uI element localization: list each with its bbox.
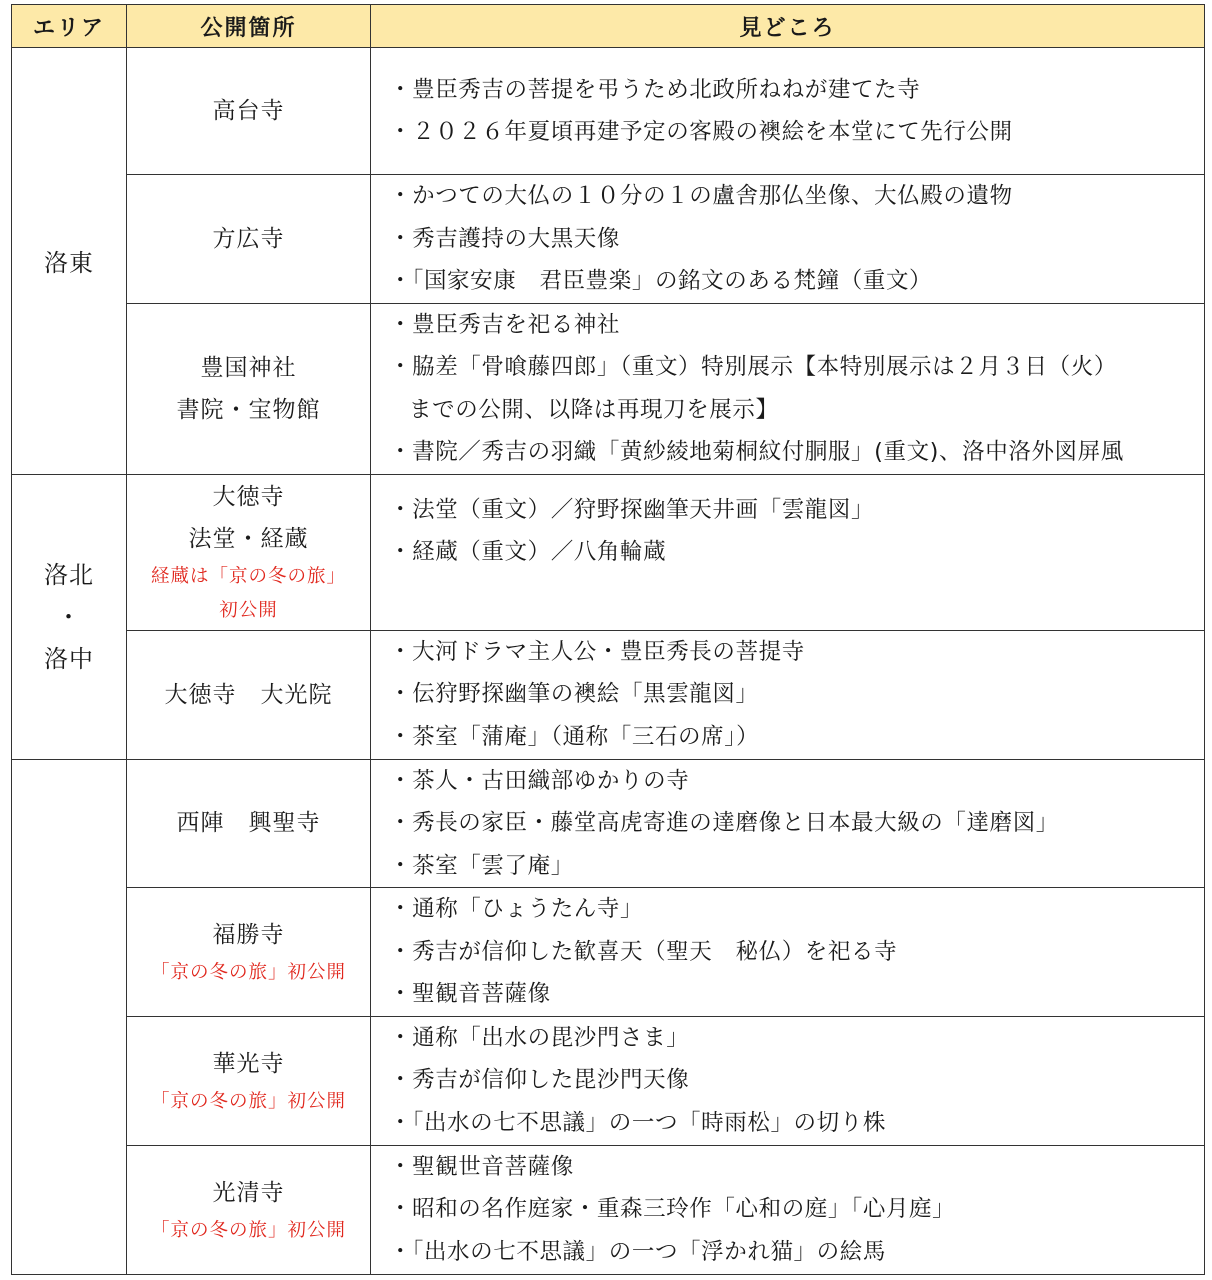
header-place: 公開箇所: [127, 5, 371, 48]
highlight-line: ・「出水の七不思議」の一つ「浮かれ猫」の絵馬: [389, 1238, 886, 1265]
highlight-line: ・２０２６年夏頃再建予定の客殿の襖絵を本堂にて先行公開: [389, 119, 1013, 145]
place-name: 華光寺: [212, 1050, 285, 1077]
place-name: 大徳寺: [212, 484, 285, 510]
table-row: [12, 630, 1205, 759]
table-row: [12, 474, 1205, 630]
first-opening-note: 初公開: [219, 600, 278, 621]
highlight-line: ・「国家安康 君臣豊楽」の銘文のある梵鐘（重文）: [389, 268, 933, 294]
place-name: 福勝寺: [212, 921, 285, 948]
place-name: 方広寺: [212, 225, 285, 252]
area-label: 洛北: [44, 560, 94, 589]
highlight-line: ・豊臣秀吉の菩提を弔うため北政所ねねが建てた寺: [389, 76, 921, 103]
place-cell: [127, 1145, 371, 1274]
place-name: 大徳寺 大光院: [164, 681, 333, 708]
area-cell-empty: [12, 759, 127, 1274]
highlights-cell: [371, 888, 1205, 1017]
highlight-line: ・秀長の家臣・藤堂高虎寄進の達磨像と日本最大級の「達磨図」: [389, 810, 1059, 836]
place-cell: [127, 48, 371, 175]
place-cell: [127, 474, 371, 630]
highlight-line: ・秀吉が信仰した毘沙門天像: [389, 1067, 690, 1094]
highlights-cell: [371, 630, 1205, 759]
highlight-line: ・豊臣秀吉を祀る神社: [389, 311, 621, 338]
place-cell: [127, 759, 371, 888]
highlight-line: ・秀吉護持の大黒天像: [389, 225, 621, 252]
place-name: 豊国神社: [200, 354, 297, 381]
highlight-line: ・かつての大仏の１０分の１の盧舎那仏坐像、大仏殿の遺物: [389, 183, 1013, 209]
place-name: 光清寺: [212, 1179, 285, 1206]
area-separator: ・: [56, 602, 82, 631]
highlights-cell: [371, 1016, 1205, 1145]
header-area: エリア: [12, 5, 127, 48]
table-row: [12, 303, 1205, 474]
place-name: 西陣 興聖寺: [176, 810, 321, 837]
highlight-line: ・茶室「雲了庵」: [389, 852, 574, 879]
highlight-line: ・伝狩野探幽筆の襖絵「黒雲龍図」: [389, 681, 759, 708]
highlights-cell: [371, 759, 1205, 888]
first-opening-note: 経蔵は「京の冬の旅」: [150, 566, 346, 587]
first-opening-note: 「京の冬の旅」初公開: [150, 961, 346, 983]
table-row: [12, 1145, 1205, 1274]
header-row: [12, 5, 1205, 48]
table-row: [12, 888, 1205, 1017]
highlight-line: ・大河ドラマ主人公・豊臣秀長の菩提寺: [389, 638, 805, 665]
place-cell: [127, 630, 371, 759]
highlight-line: ・脇差「骨喰藤四郎」（重文）特別展示【本特別展示は２月３日（火）: [389, 354, 1117, 380]
highlight-line: ・秀吉が信仰した歓喜天（聖天 秘仏）を祀る寺: [389, 938, 898, 965]
highlight-line: ・聖観世音菩薩像: [389, 1153, 574, 1180]
highlights-cell: [371, 48, 1205, 175]
temple-table: [11, 4, 1205, 1275]
highlights-cell: [371, 175, 1205, 304]
highlight-line: ・聖観音菩薩像: [389, 981, 551, 1007]
table-row: [12, 1016, 1205, 1145]
area-label: 洛中: [44, 644, 94, 673]
area-cell-rakuhoku: [12, 474, 127, 759]
place-cell: [127, 303, 371, 474]
place-subname: 書院・宝物館: [176, 396, 321, 423]
highlight-line: ・茶室「蒲庵」（通称「三石の席」）: [389, 723, 760, 750]
highlight-line: ・昭和の名作庭家・重森三玲作「心和の庭」「心月庭」: [389, 1196, 956, 1223]
first-opening-note: 「京の冬の旅」初公開: [150, 1219, 346, 1241]
place-subname: 法堂・経蔵: [188, 526, 309, 552]
highlight-line: までの公開、以降は再現刀を展示】: [409, 396, 779, 423]
highlight-line: ・茶人・古田織部ゆかりの寺: [389, 767, 690, 794]
place-cell: [127, 175, 371, 304]
highlight-line: ・「出水の七不思議」の一つ「時雨松」の切り株: [389, 1109, 886, 1136]
header-highlights: 見どころ: [371, 5, 1205, 48]
table-row: [12, 759, 1205, 888]
highlights-cell: [371, 1145, 1205, 1274]
highlight-line: ・経蔵（重文）／八角輪蔵: [389, 539, 667, 565]
place-cell: [127, 888, 371, 1017]
place-name: 高台寺: [212, 98, 285, 124]
highlight-line: ・通称「ひょうたん寺」: [389, 896, 644, 922]
blank-line: [389, 574, 1204, 616]
table-row: [12, 48, 1205, 175]
highlights-cell: [371, 474, 1205, 630]
place-cell: [127, 1016, 371, 1145]
highlight-line: ・書院／秀吉の羽織「黄紗綾地菊桐紋付胴服」(重文)、洛中洛外図屏風: [389, 439, 1124, 465]
first-opening-note: 「京の冬の旅」初公開: [150, 1090, 346, 1112]
table-row: [12, 175, 1205, 304]
highlights-cell: [371, 303, 1205, 474]
area-cell-rakuto: [12, 48, 127, 475]
highlight-line: ・法堂（重文）／狩野探幽筆天井画「雲龍図」: [389, 496, 875, 523]
area-label: 洛東: [44, 249, 94, 278]
highlight-line: ・通称「出水の毘沙門さま」: [389, 1024, 690, 1051]
